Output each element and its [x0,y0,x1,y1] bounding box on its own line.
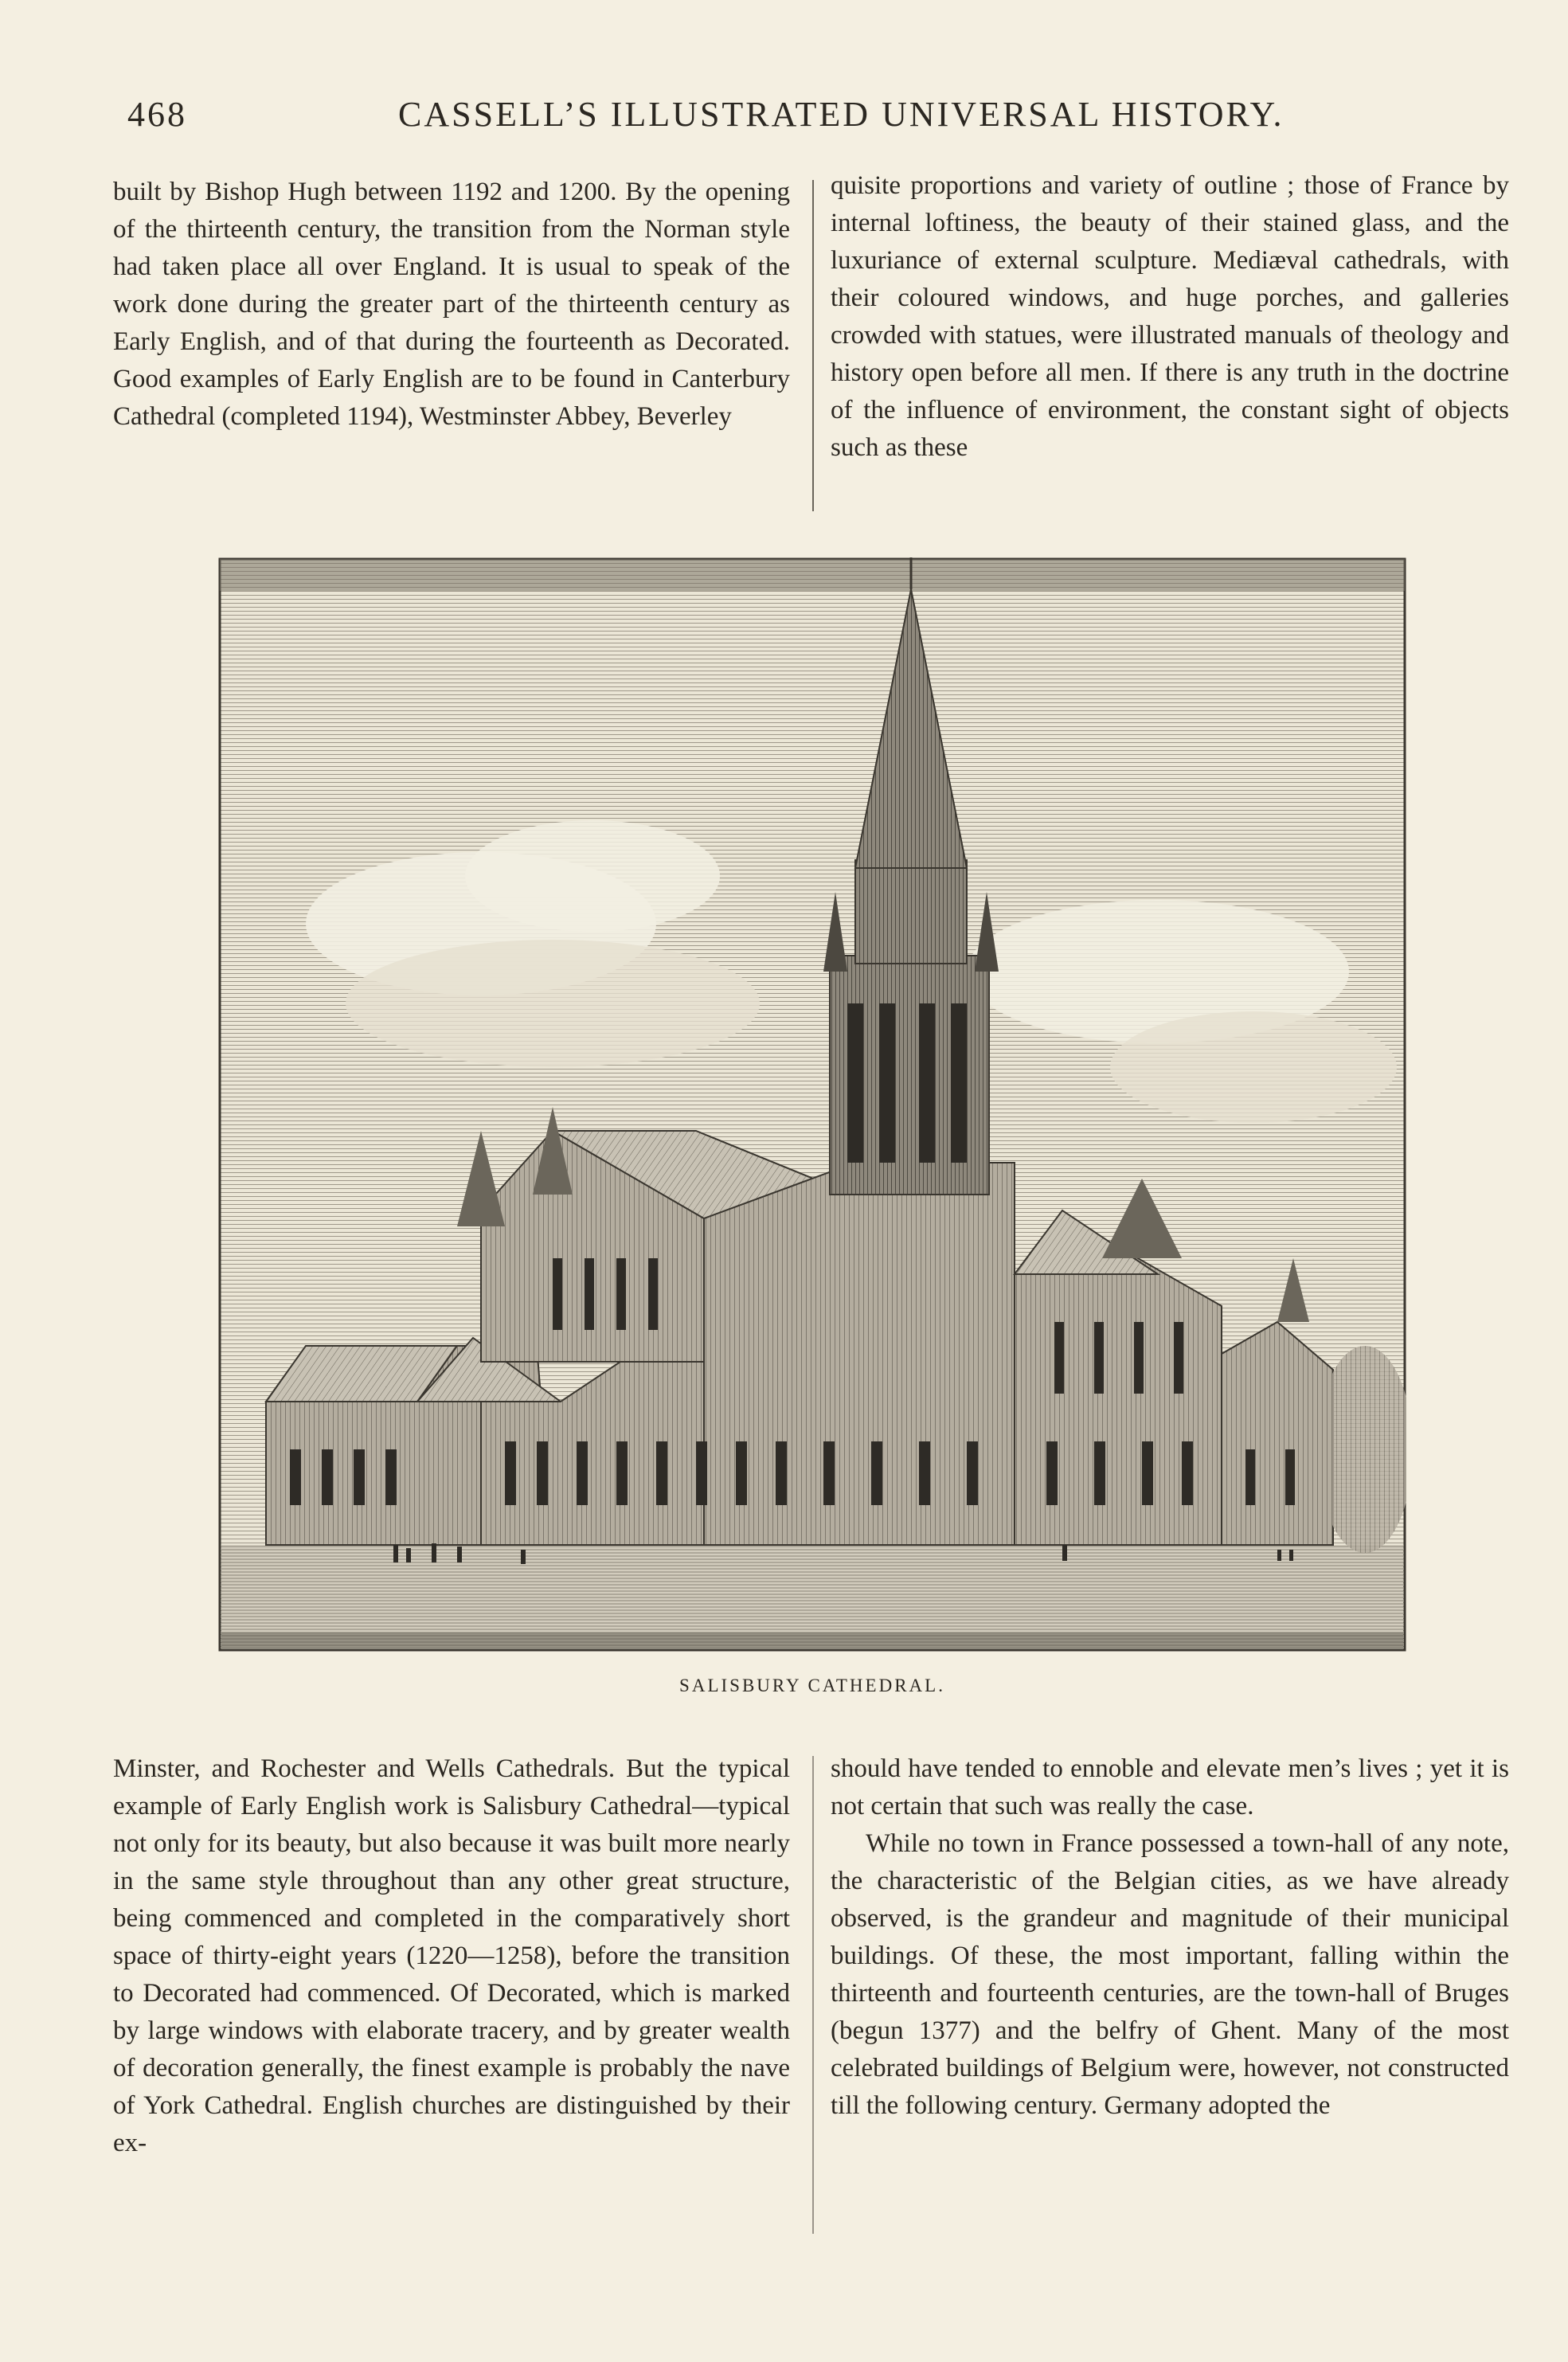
column-top-left [113,174,790,436]
paragraph: should have tended to ennoble and elevate men’s lives ; yet it is not certain that such was really the case. [831,1754,1509,1820]
running-title: CASSELL’S ILLUSTRATED UNIVERSAL HISTORY. [398,95,1285,134]
column-bottom-right [831,1750,1509,2125]
paragraph: quisite proportions and variety of outline ; those of France by internal loftiness, the beauty of their stained glass, and the luxuriance of external sculpture. Mediæval cathedrals, with their coloured windows, and huge porches, and galleries crowded with statues, were illustrated manuals of theology and history open before all men. If there is any truth in the doctrine of the influence of environment, the constant sight of objects such as these [831,171,1509,462]
paragraph: While no town in France possessed a town-hall of any note, the characteristic of the Belgian cities, as we have already observed, is the grandeur and magnitude of their municipal buildings. Of these, the most important, falling within the thirteenth and fourteenth centuries, are the town-hall of Bruges (begun 1377) and the belfry of Ghent. Many of the most celebrated buildings of Belgium were, however, not constructed till the following century. Germany adopted the [831,1829,1509,2120]
column-rule-bottom [812,1756,814,2234]
column-bottom-left [113,1750,790,2162]
page-header [127,94,1285,142]
column-top-right [831,167,1509,467]
cathedral-illustration [218,557,1406,1652]
paragraph: Minster, and Rochester and Wells Cathedrals. But the typical example of Early English work is Salisbury Cathedral—typical not only for its beauty, but also because it was built more nearly in the same style throughout than any other great structure, being commenced and completed in the comparatively short space of thirty-eight years (1220—1258), before the transition to Decorated had commenced. Of Decorated, which is marked by large windows with elaborate tracery, and by greater wealth of decoration generally, the finest example is probably the nave of York Cathedral. English churches are distinguished by their ex- [113,1754,790,2157]
figure-caption: SALISBURY CATHEDRAL. [679,1676,945,1695]
paragraph: built by Bishop Hugh between 1192 and 1200. By the opening of the thirteenth century, the transition from the Norman style had taken place all over England. It is usual to speak of the work done during the greater part of the thirteenth century as Early English, and of that during the fourteenth as Decorated. Good examples of Early English are to be found in Canterbury Cathedral (completed 1194), Westminster Abbey, Beverley [113,178,790,431]
engraving-image [218,557,1406,1652]
column-rule-top [812,180,814,511]
page-number: 468 [127,95,187,134]
